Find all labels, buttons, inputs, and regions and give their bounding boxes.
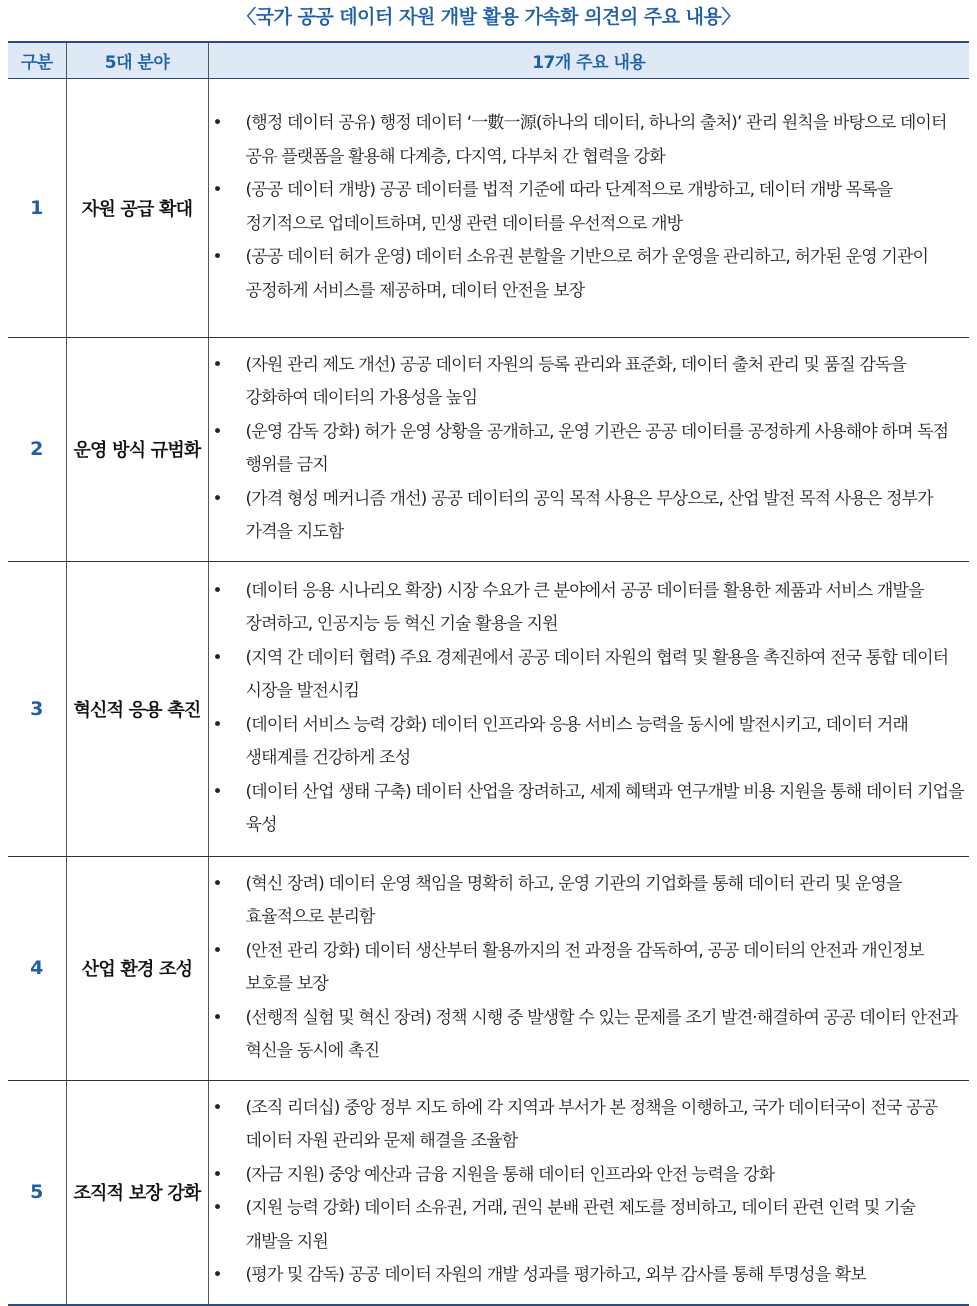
header-content: 17개 주요 내용 (208, 42, 969, 78)
area-name: 조직적 보장 강화 (66, 1080, 208, 1305)
item-text: (공공 데이터 개방) 공공 데이터를 법적 기준에 따라 단계적으로 개방하고, 데이터 개방 목록을 정기적으로 업데이트하며, 민생 관련 데이터를 우선적으로 개방 (245, 180, 893, 234)
bullet-list (209, 96, 970, 319)
content-cell (208, 337, 969, 561)
bullet-icon: • (212, 580, 222, 601)
list-item (209, 1159, 966, 1193)
row-number: 4 (8, 856, 66, 1080)
content-cell (208, 856, 969, 1080)
bullet-icon: • (212, 1265, 222, 1285)
item-text: (공공 데이터 허가 운영) 데이터 소유권 분할을 기반으로 허가 운영을 관리하고, 허가된 운영 기관이 공정하게 서비스를 제공하며, 데이터 안전을 보장 (245, 247, 929, 301)
bullet-icon: • (212, 1007, 222, 1028)
list-item (209, 935, 966, 1002)
row-number: 2 (8, 337, 66, 561)
bullet-icon: • (212, 488, 222, 509)
item-text: (평가 및 감독) 공공 데이터 자원의 개발 성과를 평가하고, 외부 감사를 통해 투명성을 확보 (245, 1265, 866, 1285)
row-number: 1 (8, 78, 66, 337)
content-cell (208, 1080, 969, 1305)
item-text: (지원 능력 강화) 데이터 소유권, 거래, 권익 분배 관련 제도를 정비하고, 데이터 관련 인력 및 기술 개발을 지원 (245, 1198, 916, 1252)
item-text: (선행적 실험 및 혁신 장려) 정책 시행 중 발생할 수 있는 문제를 조기 발견·해결하여 공공 데이터 안전과 혁신을 동시에 촉진 (245, 1007, 958, 1061)
item-text: (혁신 장려) 데이터 운영 책임을 명확히 하고, 운영 기관의 기업화를 통해 데이터 관리 및 운영을 효율적으로 분리함 (245, 873, 902, 927)
item-text: (가격 형성 메커니즘 개선) 공공 데이터의 공익 목적 사용은 무상으로, 산업 발전 목적 사용은 정부가 가격을 지도함 (245, 488, 933, 542)
bullet-icon: • (212, 421, 222, 442)
list-item (209, 107, 966, 174)
bullet-icon: • (212, 781, 222, 802)
bullet-icon: • (212, 1198, 222, 1218)
item-text: (데이터 산업 생태 구축) 데이터 산업을 장려하고, 세제 혜택과 연구개발 비용 지원을 통해 데이터 기업을 육성 (245, 781, 964, 835)
bullet-icon: • (212, 354, 222, 375)
row-number: 3 (8, 561, 66, 856)
area-name: 자원 공급 확대 (66, 78, 208, 337)
bullet-list (209, 857, 970, 1080)
table-row (8, 856, 969, 1080)
area-name: 운영 방식 규범화 (66, 337, 208, 561)
list-item (209, 642, 966, 709)
list-item (209, 174, 966, 241)
list-item (209, 483, 966, 550)
row-number: 5 (8, 1080, 66, 1305)
bullet-icon: • (212, 940, 222, 961)
list-item (209, 241, 966, 308)
table-row (8, 1080, 969, 1305)
list-item (209, 1092, 966, 1159)
list-item (209, 776, 966, 843)
item-text: (행정 데이터 공유) 행정 데이터 ‘一數一源(하나의 데이터, 하나의 출처)’ 관리 원칙을 바탕으로 데이터 공유 플랫폼을 활용해 다계층, 다지역, 다부처 간 협력을 강화 (245, 113, 947, 167)
list-item (209, 709, 966, 776)
table-title: 〈국가 공공 데이터 자원 개발 활용 가속화 의견의 주요 내용〉 (237, 6, 740, 28)
bullet-list (209, 338, 970, 561)
header-category: 구분 (8, 42, 66, 78)
list-item (209, 1259, 966, 1293)
table-row (8, 561, 969, 856)
content-cell (208, 78, 969, 337)
bullet-icon: • (212, 647, 222, 668)
item-text: (자금 지원) 중앙 예산과 금융 지원을 통해 데이터 인프라와 안전 능력을 강화 (245, 1164, 775, 1185)
table-header-row (8, 42, 969, 78)
bullet-list (209, 564, 970, 854)
item-text: (지역 간 데이터 협력) 주요 경제권에서 공공 데이터 자원의 협력 및 활용을 촉진하여 전국 통합 데이터 시장을 발전시킴 (245, 647, 949, 701)
bullet-icon: • (212, 1097, 222, 1118)
bullet-icon: • (212, 714, 222, 735)
bullet-icon: • (212, 873, 222, 894)
list-item (209, 868, 966, 935)
item-text: (자원 관리 제도 개선) 공공 데이터 자원의 등록 관리와 표준화, 데이터 출처 관리 및 품질 감독을 강화하여 데이터의 가용성을 높임 (245, 354, 907, 408)
list-item (209, 575, 966, 642)
area-name: 혁신적 응용 촉진 (66, 561, 208, 856)
item-text: (조직 리더십) 중앙 정부 지도 하에 각 지역과 부서가 본 정책을 이행하고, 국가 데이터국이 전국 공공 데이터 자원 관리와 문제 해결을 조율함 (245, 1097, 938, 1151)
list-item (209, 1192, 966, 1259)
list-item (209, 349, 966, 416)
area-name: 산업 환경 조성 (66, 856, 208, 1080)
table-row (8, 78, 969, 337)
list-item (209, 1002, 966, 1069)
bullet-icon: • (212, 247, 222, 267)
item-text: (데이터 서비스 능력 강화) 데이터 인프라와 응용 서비스 능력을 동시에 발전시키고, 데이터 거래 생태계를 건강하게 조성 (245, 714, 908, 768)
content-cell (208, 561, 969, 856)
bullet-list (209, 1081, 970, 1304)
item-text: (데이터 응용 시나리오 확장) 시장 수요가 큰 분야에서 공공 데이터를 활용한 제품과 서비스 개발을 장려하고, 인공지능 등 혁신 기술 활용을 지원 (245, 580, 924, 634)
list-item (209, 416, 966, 483)
bullet-icon: • (212, 180, 222, 200)
bullet-icon: • (212, 1164, 222, 1185)
header-area: 5대 분야 (66, 42, 208, 78)
item-text: (안전 관리 강화) 데이터 생산부터 활용까지의 전 과정을 감독하여, 공공 데이터의 안전과 개인정보 보호를 보장 (245, 940, 924, 994)
item-text: (운영 감독 강화) 허가 운영 상황을 공개하고, 운영 기관은 공공 데이터를 공정하게 사용해야 하며 독점 행위를 금지 (245, 421, 949, 475)
table-row (8, 337, 969, 561)
policy-table (8, 41, 969, 1306)
bullet-icon: • (212, 113, 222, 133)
